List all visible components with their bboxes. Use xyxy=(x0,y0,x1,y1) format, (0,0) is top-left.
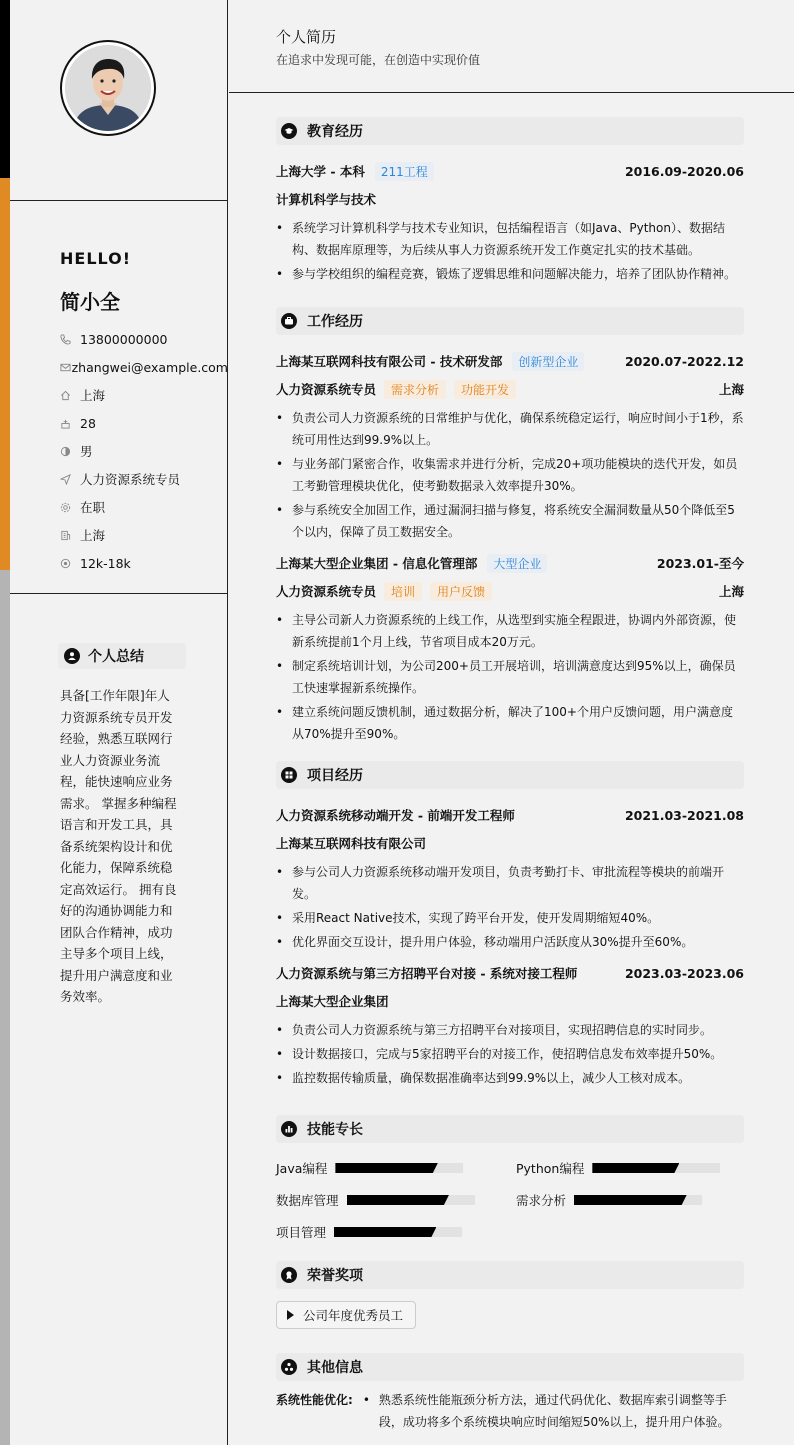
list-item: • 设计数据接口，完成与5家招聘平台的对接工作，使招聘信息发布效率提升50%。 xyxy=(276,1043,744,1065)
role-row xyxy=(276,375,744,403)
skill-name: Python编程 xyxy=(516,1161,585,1176)
role-row xyxy=(276,577,744,605)
sidebar-divider xyxy=(10,200,228,201)
awards-title: 荣誉奖项 xyxy=(307,1268,363,1284)
education-heading xyxy=(276,117,744,145)
project-date: 2021.03-2021.08 xyxy=(624,807,744,823)
info-phone xyxy=(60,325,228,353)
education-row xyxy=(276,157,744,185)
projects-title: 项目经历 xyxy=(307,768,363,784)
hello-heading: HELLO! xyxy=(60,249,132,268)
send-icon xyxy=(60,474,80,485)
stripe-black xyxy=(0,0,10,178)
decorative-stripe xyxy=(0,0,10,1445)
bar-chart-icon xyxy=(281,1121,297,1137)
skill-bar xyxy=(335,1163,463,1173)
info-status xyxy=(60,493,228,521)
skill-fill xyxy=(334,1227,436,1237)
user-icon xyxy=(64,648,80,664)
graduation-cap-icon xyxy=(281,123,297,139)
school-name: 上海大学 - 本科 xyxy=(276,164,365,179)
project-name: 人力资源系统与第三方招聘平台对接 - 系统对接工程师 xyxy=(276,966,578,981)
list-item: • 参与学校组织的编程竞赛，锻炼了逻辑思维和问题解决能力，培养了团队协作精神。 xyxy=(276,263,744,285)
header-divider xyxy=(229,92,794,93)
skills-title: 技能专长 xyxy=(307,1122,363,1138)
other-text: • 熟悉系统性能瓶颈分析方法，通过代码优化、数据库索引调整等手段，成功将多个系统模块响应时间缩短50%以上，提升用户体验。 xyxy=(363,1389,744,1433)
home-icon xyxy=(60,390,80,401)
projects-heading xyxy=(276,761,744,789)
other-section xyxy=(276,1353,744,1433)
info-salary xyxy=(60,549,228,577)
gender-text: 男 xyxy=(80,444,93,459)
list-item: • 系统学习计算机科学与技术专业知识，包括编程语言（如Java、Python）、数据结构、数据库原理等，为后续从事人力资源系统开发工作奠定扎实的技术基础。 xyxy=(276,217,744,261)
avatar-photo xyxy=(65,45,151,131)
gender-icon xyxy=(60,446,80,457)
summary-text: 具备[工作年限]年人力资源系统专员开发经验，熟悉互联网行业人力资源业务流程，能快速响应业务需求。 掌握多种编程语言和开发工具，具备系统架构设计和优化能力，保障系统稳定高效运行。 拥有良好的沟通协调能力和团队合作精神，成功主导多个项目上线，提升用户满意度和业务效率。 xyxy=(60,688,177,1004)
company-tag: 创新型企业 xyxy=(512,352,584,371)
cake-icon xyxy=(60,418,80,429)
skill-name: Java编程 xyxy=(276,1161,328,1176)
person-name: 简小全 xyxy=(60,290,120,314)
stripe-orange xyxy=(0,178,10,570)
list-item: • 监控数据传输质量，确保数据准确率达到99.9%以上，减少人工核对成本。 xyxy=(276,1067,744,1089)
other-label: 系统性能优化: xyxy=(276,1393,353,1407)
info-position xyxy=(60,465,228,493)
job-bullets xyxy=(276,609,744,745)
play-icon xyxy=(287,1310,294,1320)
project-row xyxy=(276,959,744,987)
city-text: 上海 xyxy=(80,528,106,543)
work-title: 工作经历 xyxy=(307,314,363,330)
list-item: • 建立系统问题反馈机制，通过数据分析，解决了100+个用户反馈问题，用户满意度从70%提升至90%。 xyxy=(276,701,744,745)
company-name: 上海某大型企业集团 - 信息化管理部 xyxy=(276,556,478,571)
job-city: 上海 xyxy=(718,382,744,397)
list-item: • 负责公司人力资源系统与第三方招聘平台对接项目，实现招聘信息的实时同步。 xyxy=(276,1019,744,1041)
position-text: 人力资源系统专员 xyxy=(80,472,181,487)
skill-item xyxy=(276,1191,475,1209)
briefcase-icon xyxy=(281,313,297,329)
list-item: • 与业务部门紧密合作，收集需求并进行分析，完成20+项功能模块的迭代开发，如员工考勤管理模块优化，使考勤数据录入效率提升30%。 xyxy=(276,453,744,497)
job-date: 2023.01-至今 xyxy=(656,556,744,571)
project-company: 上海某互联网科技有限公司 xyxy=(276,836,427,851)
role-tag: 培训 xyxy=(384,582,422,601)
skill-bar xyxy=(334,1227,462,1237)
work-section xyxy=(276,307,744,747)
info-email xyxy=(60,353,228,381)
salary-text: 12k-18k xyxy=(80,555,131,571)
phone-icon xyxy=(60,334,80,345)
location-text: 上海 xyxy=(80,388,106,403)
project-company: 上海某大型企业集团 xyxy=(276,994,389,1009)
info-age xyxy=(60,409,228,437)
avatar xyxy=(60,40,156,136)
list-item: • 负责公司人力资源系统的日常维护与优化，确保系统稳定运行，响应时间小于1秒，系统可用性达到99.9%以上。 xyxy=(276,407,744,451)
award-label: 公司年度优秀员工 xyxy=(303,1308,404,1323)
education-title: 教育经历 xyxy=(307,124,363,140)
phone-text: 13800000000 xyxy=(80,331,168,347)
other-item xyxy=(276,1389,744,1433)
company-name: 上海某互联网科技有限公司 - 技术研发部 xyxy=(276,354,503,369)
job-row xyxy=(276,347,744,375)
sidebar-divider xyxy=(10,593,228,594)
building-icon xyxy=(60,530,80,541)
role-tag: 需求分析 xyxy=(384,380,446,399)
skill-item xyxy=(276,1223,462,1241)
skill-bar xyxy=(347,1195,475,1205)
project-bullets xyxy=(276,861,744,953)
summary-title: 个人总结 xyxy=(88,649,144,665)
major: 计算机科学与技术 xyxy=(276,192,377,207)
skill-bar xyxy=(592,1163,720,1173)
skill-item xyxy=(516,1191,702,1209)
salary-icon xyxy=(60,558,80,569)
skill-fill xyxy=(592,1163,679,1173)
page-title: 个人简历 xyxy=(276,28,337,46)
education-section xyxy=(276,117,744,287)
skills-grid xyxy=(276,1143,744,1253)
project-row xyxy=(276,801,744,829)
projects-section xyxy=(276,761,744,1091)
skill-item xyxy=(276,1159,463,1177)
job-date: 2020.07-2022.12 xyxy=(624,353,744,369)
list-item: • 优化界面交互设计，提升用户体验，移动端用户活跃度从30%提升至60%。 xyxy=(276,931,744,953)
project-name: 人力资源系统移动端开发 - 前端开发工程师 xyxy=(276,808,515,823)
skills-section xyxy=(276,1115,744,1253)
skill-item xyxy=(516,1159,720,1177)
job-city: 上海 xyxy=(718,584,744,599)
info-location xyxy=(60,381,228,409)
award-icon xyxy=(281,1267,297,1283)
skill-fill xyxy=(574,1195,687,1205)
contact-info-list xyxy=(60,325,228,577)
nodes-icon xyxy=(281,1359,297,1375)
project-bullets xyxy=(276,1019,744,1089)
main-content xyxy=(229,0,794,1445)
list-item: • 采用React Native技术，实现了跨平台开发，使开发周期缩短40%。 xyxy=(276,907,744,929)
list-item: • 参与公司人力资源系统移动端开发项目，负责考勤打卡、审批流程等模块的前端开发。 xyxy=(276,861,744,905)
sidebar xyxy=(10,0,228,1445)
skill-name: 需求分析 xyxy=(516,1193,567,1208)
summary-heading xyxy=(58,643,186,669)
list-item: • 主导公司新人力资源系统的上线工作，从选型到实施全程跟进，协调内外部资源，使新系统提前1个月上线，节省项目成本20万元。 xyxy=(276,609,744,653)
skill-fill xyxy=(335,1163,437,1173)
skill-name: 项目管理 xyxy=(276,1225,327,1240)
awards-heading xyxy=(276,1261,744,1289)
work-heading xyxy=(276,307,744,335)
stripe-gray xyxy=(0,570,10,1445)
email-text: zhangwei@example.com xyxy=(71,359,228,375)
role-tag: 功能开发 xyxy=(454,380,516,399)
page-subtitle: 在追求中发现可能，在创造中实现价值 xyxy=(276,53,481,67)
other-heading xyxy=(276,1353,744,1381)
info-city xyxy=(60,521,228,549)
mail-icon xyxy=(60,362,72,373)
other-title: 其他信息 xyxy=(307,1360,363,1376)
grid-icon xyxy=(281,767,297,783)
project-date: 2023.03-2023.06 xyxy=(624,965,744,981)
education-bullets xyxy=(276,217,744,285)
list-item: • 制定系统培训计划，为公司200+员工开展培训，培训满意度达到95%以上，确保员工快速掌握新系统操作。 xyxy=(276,655,744,699)
info-gender xyxy=(60,437,228,465)
role-name: 人力资源系统专员 xyxy=(276,382,377,397)
status-icon xyxy=(60,502,80,513)
job-bullets xyxy=(276,407,744,543)
role-tag: 用户反馈 xyxy=(430,582,492,601)
skill-fill xyxy=(347,1195,449,1205)
list-item: • 参与系统安全加固工作，通过漏洞扫描与修复，将系统安全漏洞数量从50个降低至5个以内，保障了员工数据安全。 xyxy=(276,499,744,543)
skill-name: 数据库管理 xyxy=(276,1193,339,1208)
age-text: 28 xyxy=(80,415,96,431)
awards-section xyxy=(276,1261,744,1329)
skill-bar xyxy=(574,1195,702,1205)
skills-heading xyxy=(276,1115,744,1143)
status-text: 在职 xyxy=(80,500,106,515)
school-tag: 211工程 xyxy=(375,162,434,181)
job-row xyxy=(276,549,744,577)
company-tag: 大型企业 xyxy=(487,554,547,573)
role-name: 人力资源系统专员 xyxy=(276,584,377,599)
award-item[interactable] xyxy=(276,1301,416,1329)
education-date: 2016.09-2020.06 xyxy=(624,163,744,179)
